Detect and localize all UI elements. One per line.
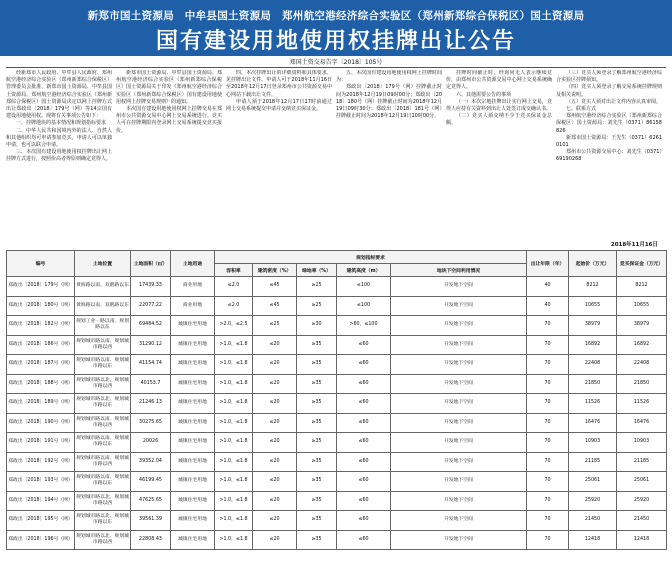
header-density: 建筑密度（%）	[253, 264, 297, 277]
cell-start-price: 12418	[569, 530, 617, 550]
cell-green: ≥35	[297, 472, 337, 492]
announcement-body	[6, 70, 666, 248]
body-paragraph: 二、中华人民共和国境内外的法人、自然人和其他组织均可申请参加竞买，申请人可以单独申请，也可以联合申请。	[6, 127, 112, 149]
cell-area: 22808.43	[131, 530, 171, 550]
cell-use: 城镇住宅用地	[171, 374, 215, 394]
cell-underground: 开发地下空间	[391, 452, 527, 472]
body-column-2	[116, 70, 222, 135]
cell-use: 城镇住宅用地	[171, 452, 215, 472]
cell-start-price: 16476	[569, 413, 617, 433]
table-row	[7, 355, 667, 375]
cell-green: ≥25	[297, 277, 337, 297]
cell-deposit: 16892	[617, 335, 667, 355]
cell-green: ≥35	[297, 491, 337, 511]
cell-location: 黄海路以南、双鹤路以东	[75, 296, 131, 316]
cell-far: >1.0，≤1.8	[215, 452, 253, 472]
cell-use: 商业用地	[171, 296, 215, 316]
issuing-organizations: 新郑市国土资源局 中牟县国土资源局 郑州航空港经济综合实验区（郑州新郑综合保税区）国土资源局	[87, 10, 585, 22]
body-paragraph: 新郑市国土资源局：王先生（0371）62610101	[556, 134, 662, 149]
cell-use: 商业用地	[171, 277, 215, 297]
cell-far: >1.0，≤1.8	[215, 511, 253, 531]
cell-location: 规划城市路以南、规划城市路以西	[75, 335, 131, 355]
table-row	[7, 335, 667, 355]
cell-underground: 开发地下空间	[391, 296, 527, 316]
cell-deposit: 8212	[617, 277, 667, 297]
cell-green: ≥35	[297, 452, 337, 472]
cell-no: 郑政出〔2018〕180号（网）	[7, 296, 75, 316]
cell-term: 70	[527, 335, 569, 355]
table-row	[7, 530, 667, 550]
body-paragraph: 一、挂牌地块的基本情况和规划指标要求	[16, 120, 107, 127]
cell-far: ≤2.0	[215, 296, 253, 316]
cell-green: ≥35	[297, 511, 337, 531]
header-use: 土地用途	[171, 251, 215, 277]
body-paragraph: （二）竞买人须交纳不少于竞买保证金总额。	[446, 113, 552, 127]
cell-location: 规划城市路以北、规划城市路以西	[75, 530, 131, 550]
table-row	[7, 433, 667, 453]
cell-green: ≥35	[297, 413, 337, 433]
cell-area: 47625.65	[131, 491, 171, 511]
table-row	[7, 452, 667, 472]
header-underground: 地块下空间利用情况	[391, 264, 527, 277]
body-paragraph: 五、本次国有建设用地使用权网上挂牌时间为：	[336, 70, 442, 84]
cell-term: 70	[527, 511, 569, 531]
page-title: 国有建设用地使用权挂牌出让公告	[155, 29, 516, 54]
cell-location: 规划城市路以南、规划城市路以西	[75, 452, 131, 472]
cell-underground: 开发地下空间	[391, 277, 527, 297]
cell-no: 郑政出〔2018〕196号（网）	[7, 530, 75, 550]
body-paragraph: 经新郑市人民政府、中牟县人民政府、郑州航空港经济综合实验区（郑州新郑综合保税区）管理委员会批准，新郑市国土资源局、中牟县国土资源局、郑州航空港经济综合实验区（郑州新郑综合保税区）国土资源局决定以网上挂牌方式出让郑政出〔2018〕179号（网）等14宗国有建设用地使用权。现将有关事项公告如下：	[6, 70, 112, 120]
cell-deposit: 25061	[617, 472, 667, 492]
cell-far: >2.0，≤2.5	[215, 316, 253, 336]
cell-area: 21246.13	[131, 394, 171, 414]
cell-use: 城镇住宅用地	[171, 316, 215, 336]
body-column-6	[556, 70, 662, 164]
cell-far: ≤2.0	[215, 277, 253, 297]
cell-no: 郑政出〔2018〕189号（网）	[7, 394, 75, 414]
cell-start-price: 21450	[569, 511, 617, 531]
cell-height: ≤60	[337, 491, 391, 511]
document-number: 郑国土资交易告字〔2018〕105号	[6, 56, 666, 68]
cell-height: ≤60	[337, 530, 391, 550]
table-row	[7, 394, 667, 414]
cell-no: 郑政出〔2018〕187号（网）	[7, 355, 75, 375]
cell-term: 40	[527, 277, 569, 297]
cell-area: 69484.52	[131, 316, 171, 336]
cell-height: >60，≤100	[337, 316, 391, 336]
body-paragraph: 七、联系方式	[566, 106, 597, 113]
cell-area: 17439.33	[131, 277, 171, 297]
cell-no: 郑政出〔2018〕194号（网）	[7, 491, 75, 511]
cell-underground: 开发地下空间	[391, 491, 527, 511]
body-paragraph: 郑州航空港经济综合实验区（郑州新郑综合保税区）国土资源局：刘先生（0371）86158826	[556, 113, 662, 134]
cell-term: 70	[527, 452, 569, 472]
cell-green: ≥35	[297, 394, 337, 414]
cell-start-price: 10903	[569, 433, 617, 453]
cell-term: 40	[527, 296, 569, 316]
header-start-price: 起始价（万元）	[569, 251, 617, 277]
cell-deposit: 22408	[617, 355, 667, 375]
cell-far: >1.0，≤1.8	[215, 530, 253, 550]
header-far: 容积率	[215, 264, 253, 277]
cell-underground: 开发地下空间	[391, 530, 527, 550]
table-row	[7, 374, 667, 394]
announcement-date: 2018年11月16日	[610, 242, 658, 248]
cell-far: >1.0，≤1.8	[215, 335, 253, 355]
cell-use: 城镇住宅用地	[171, 511, 215, 531]
cell-deposit: 25920	[617, 491, 667, 511]
header-area: 土地面积（㎡）	[131, 251, 171, 277]
cell-deposit: 12418	[617, 530, 667, 550]
cell-deposit: 10903	[617, 433, 667, 453]
cell-location: 规划城市路以南、规划城市路以东	[75, 355, 131, 375]
cell-height: ≤100	[337, 277, 391, 297]
cell-term: 70	[527, 355, 569, 375]
cell-density: ≤45	[253, 277, 297, 297]
cell-area: 46199.45	[131, 472, 171, 492]
body-paragraph: 郑政出〔2018〕179号（网）挂牌截止时间为2018年12月19日09时00分；郑政出〔2018〕180号（网）挂牌截止时间为2018年12月19日09时30分；郑政出〔2018〕181号（网）挂牌截止时间为2018年12月19日10时00分。	[336, 84, 442, 120]
cell-area: 22077.22	[131, 296, 171, 316]
cell-start-price: 16892	[569, 335, 617, 355]
cell-height: ≤60	[337, 433, 391, 453]
cell-far: >1.0，≤1.8	[215, 374, 253, 394]
cell-height: ≤60	[337, 472, 391, 492]
header-green: 绿地率（%）	[297, 264, 337, 277]
cell-area: 41154.74	[131, 355, 171, 375]
cell-deposit: 10655	[617, 296, 667, 316]
cell-use: 城镇住宅用地	[171, 433, 215, 453]
cell-location: 规划城市路以南、规划城市路以西	[75, 413, 131, 433]
cell-location: 规划城市路以北、规划城市路以东	[75, 394, 131, 414]
body-column-3	[226, 70, 332, 113]
cell-start-price: 21850	[569, 374, 617, 394]
cell-far: >1.0，≤1.8	[215, 472, 253, 492]
cell-area: 39352.04	[131, 452, 171, 472]
cell-density: ≤20	[253, 355, 297, 375]
cell-height: ≤60	[337, 374, 391, 394]
cell-start-price: 25061	[569, 472, 617, 492]
header-no: 编号	[7, 251, 75, 277]
cell-term: 70	[527, 374, 569, 394]
cell-underground: 开发地下空间	[391, 374, 527, 394]
cell-area: 39561.39	[131, 511, 171, 531]
cell-density: ≤20	[253, 394, 297, 414]
cell-use: 城镇住宅用地	[171, 472, 215, 492]
body-paragraph: 郑州市公共资源交易中心：刘先生（0371）69190268	[556, 149, 662, 163]
cell-underground: 开发地下空间	[391, 355, 527, 375]
cell-term: 70	[527, 472, 569, 492]
cell-green: ≥30	[297, 316, 337, 336]
cell-use: 城镇住宅用地	[171, 394, 215, 414]
table-row	[7, 316, 667, 336]
header-height: 建筑高度（m）	[337, 264, 391, 277]
cell-deposit: 38979	[617, 316, 667, 336]
body-paragraph: 本次国有建设用地使用权网上挂牌交易在郑州市公共资源交易中心网上交易系统进行。竞买人可在挂牌期限内登录网上交易系统提交竞买报价。	[116, 106, 222, 134]
body-paragraph: 新郑市国土资源局、中牟县国土资源局、郑州航空港经济综合实验区（郑州新郑综合保税区）国土资源局关于印发《郑州航空港经济综合实验区（郑州新郑综合保税区）国有建设用地使用权网上挂牌交易规则》的通知。	[116, 70, 222, 105]
cell-density: ≤20	[253, 413, 297, 433]
cell-location: 规划城市路以北、规划城市路以西	[75, 374, 131, 394]
cell-no: 郑政出〔2018〕192号（网）	[7, 452, 75, 472]
cell-far: >1.0，≤1.8	[215, 413, 253, 433]
cell-height: ≤60	[337, 511, 391, 531]
table-row	[7, 296, 667, 316]
body-paragraph: 申请人须于2018年12月17日17时前通过网上交易系统提交申请并交纳竞买保证金。	[226, 98, 332, 113]
cell-density: ≤20	[253, 452, 297, 472]
body-paragraph: （一）本次宗地挂牌出让实行网上交易，竞得人应持有关资料到出让人处签订成交确认书。	[446, 98, 552, 113]
cell-green: ≥35	[297, 530, 337, 550]
cell-deposit: 21850	[617, 374, 667, 394]
cell-location: 规划城市路以南、规划城市路以东	[75, 472, 131, 492]
cell-far: >1.0，≤1.8	[215, 491, 253, 511]
header-deposit: 竞买保证金（万元）	[617, 251, 667, 277]
cell-underground: 开发地下空间	[391, 472, 527, 492]
cell-height: ≤60	[337, 335, 391, 355]
cell-location: 黄海路以南、双鹤路以东	[75, 277, 131, 297]
body-paragraph: （四）竞买人须登录了解交易系统挂牌规则及相关说明。	[556, 84, 662, 98]
cell-density: ≤20	[253, 511, 297, 531]
cell-far: >1.0，≤1.8	[215, 355, 253, 375]
cell-no: 郑政出〔2018〕182号（网）	[7, 316, 75, 336]
cell-underground: 开发地下空间	[391, 511, 527, 531]
cell-start-price: 25920	[569, 491, 617, 511]
cell-term: 70	[527, 433, 569, 453]
body-paragraph: （五）竞买人须对出让文件内容认真审阅。	[566, 98, 662, 105]
cell-density: ≤20	[253, 472, 297, 492]
header-location: 土地位置	[75, 251, 131, 277]
cell-underground: 开发地下空间	[391, 316, 527, 336]
cell-use: 城镇住宅用地	[171, 491, 215, 511]
cell-underground: 开发地下空间	[391, 394, 527, 414]
cell-green: ≥35	[297, 335, 337, 355]
cell-no: 郑政出〔2018〕179号（网）	[7, 277, 75, 297]
cell-use: 城镇住宅用地	[171, 335, 215, 355]
cell-use: 城镇住宅用地	[171, 530, 215, 550]
cell-area: 31290.12	[131, 335, 171, 355]
cell-height: ≤60	[337, 355, 391, 375]
header-plan: 规划指标要求	[215, 251, 527, 264]
cell-start-price: 10655	[569, 296, 617, 316]
body-column-1	[6, 70, 112, 164]
table-body	[7, 277, 667, 550]
cell-start-price: 22408	[569, 355, 617, 375]
header-banner	[0, 0, 672, 56]
table-row	[7, 511, 667, 531]
cell-no: 郑政出〔2018〕186号（网）	[7, 335, 75, 355]
cell-density: ≤20	[253, 433, 297, 453]
cell-green: ≥35	[297, 374, 337, 394]
cell-density: ≤20	[253, 374, 297, 394]
cell-location: 规划工业一路以南、规划路以东	[75, 316, 131, 336]
cell-no: 郑政出〔2018〕193号（网）	[7, 472, 75, 492]
cell-term: 70	[527, 491, 569, 511]
cell-location: 规划城市路以南、规划城市路以东	[75, 433, 131, 453]
cell-no: 郑政出〔2018〕191号（网）	[7, 433, 75, 453]
cell-density: ≤25	[253, 316, 297, 336]
cell-underground: 开发地下空间	[391, 335, 527, 355]
table-row	[7, 472, 667, 492]
cell-green: ≥35	[297, 433, 337, 453]
cell-start-price: 8212	[569, 277, 617, 297]
cell-density: ≤45	[253, 296, 297, 316]
cell-height: ≤60	[337, 413, 391, 433]
cell-no: 郑政出〔2018〕188号（网）	[7, 374, 75, 394]
table-row	[7, 491, 667, 511]
cell-start-price: 11526	[569, 394, 617, 414]
table-row	[7, 277, 667, 297]
cell-term: 70	[527, 530, 569, 550]
cell-term: 70	[527, 394, 569, 414]
cell-use: 城镇住宅用地	[171, 355, 215, 375]
body-paragraph: 四、本次挂牌出让的详细资料和具体要求，见挂牌出让文件。申请人可于2018年11月16日至2018年12月17日登录郑州市公共资源交易中心网站下载出让文件。	[226, 70, 332, 98]
cell-area: 30275.65	[131, 413, 171, 433]
body-paragraph: （三）竞买人须登录了解郑州航空港经济综合实验区挂牌须知。	[556, 70, 662, 84]
cell-term: 70	[527, 413, 569, 433]
cell-area: 40153.7	[131, 374, 171, 394]
cell-no: 郑政出〔2018〕190号（网）	[7, 413, 75, 433]
cell-deposit: 21450	[617, 511, 667, 531]
cell-area: 20026	[131, 433, 171, 453]
body-paragraph: 挂牌时间截止时，经询问无人表示继续竞价，由郑州市公共资源交易中心网上交易系统确定竞得人。	[446, 70, 552, 91]
header-term: 出让年限（年）	[527, 251, 569, 277]
cell-location: 规划城市路以北、规划城市路以西	[75, 491, 131, 511]
body-paragraph: 三、本次国有建设用地使用权挂牌出让网上挂牌方式进行，按照价高者得原则确定竞得人。	[6, 149, 112, 163]
cell-far: >1.0，≤1.8	[215, 394, 253, 414]
body-paragraph: 六、其他需要公告的事项	[456, 91, 512, 98]
cell-underground: 开发地下空间	[391, 413, 527, 433]
cell-start-price: 38979	[569, 316, 617, 336]
land-parcel-table	[6, 250, 667, 550]
cell-start-price: 21185	[569, 452, 617, 472]
cell-deposit: 21185	[617, 452, 667, 472]
cell-location: 规划城市路以北、规划城市路以东	[75, 511, 131, 531]
cell-height: ≤60	[337, 452, 391, 472]
table-row	[7, 413, 667, 433]
cell-green: ≥35	[297, 355, 337, 375]
cell-density: ≤20	[253, 530, 297, 550]
cell-underground: 开发地下空间	[391, 433, 527, 453]
cell-green: ≥25	[297, 296, 337, 316]
cell-far: >1.0，≤1.8	[215, 433, 253, 453]
cell-term: 70	[527, 316, 569, 336]
cell-height: ≤60	[337, 394, 391, 414]
cell-density: ≤20	[253, 335, 297, 355]
body-column-4	[336, 70, 442, 120]
cell-use: 城镇住宅用地	[171, 413, 215, 433]
cell-height: ≤100	[337, 296, 391, 316]
cell-density: ≤20	[253, 491, 297, 511]
body-column-5	[446, 70, 552, 128]
cell-no: 郑政出〔2018〕195号（网）	[7, 511, 75, 531]
cell-deposit: 16476	[617, 413, 667, 433]
cell-deposit: 11526	[617, 394, 667, 414]
